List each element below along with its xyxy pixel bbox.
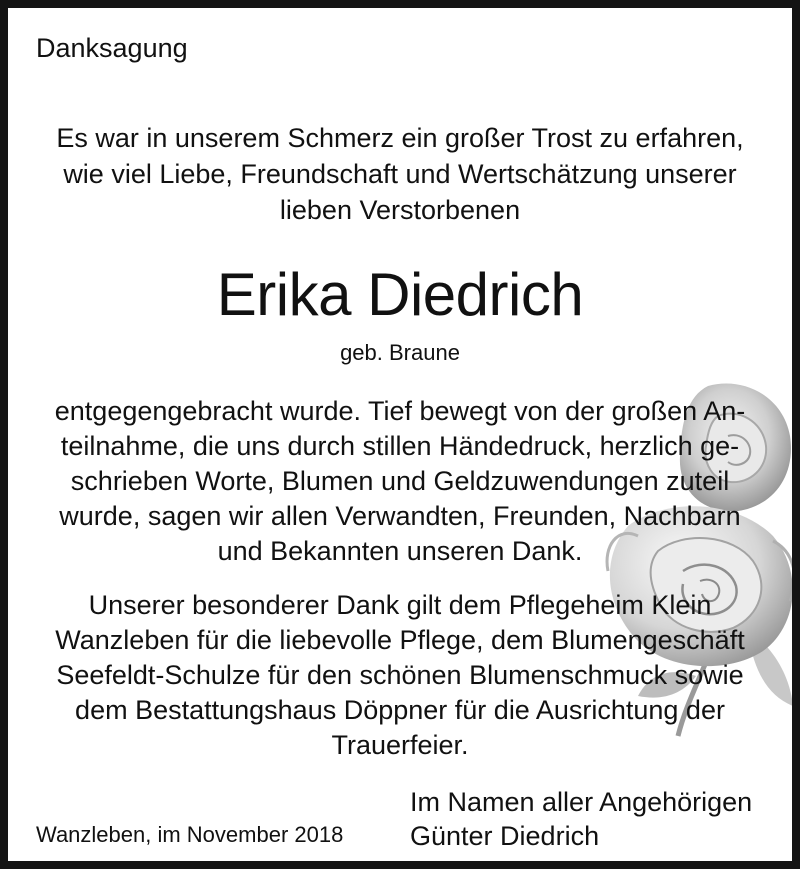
special-thanks-line: Trauerfeier. — [331, 730, 469, 760]
thanks-line: teilnahme, die uns durch stillen Händedruck, herzlich ge- — [60, 431, 740, 461]
special-thanks-line: dem Bestattungshaus Döppner für die Ausrichtung der — [75, 695, 725, 725]
birth-name: geb. Braune — [340, 340, 460, 365]
signature-line: Im Namen aller Angehörigen — [410, 787, 753, 817]
intro-line: lieben Verstorbenen — [279, 195, 521, 225]
signature-line: Günter Diedrich — [410, 821, 600, 851]
intro-paragraph — [8, 120, 792, 228]
intro-line: Es war in unserem Schmerz ein großer Trost zu erfahren, — [56, 123, 744, 153]
special-thanks-line: Unserer besonderer Dank gilt dem Pflegeheim Klein — [88, 590, 712, 620]
signature-block — [410, 785, 752, 853]
place-date: Wanzleben, im November 2018 — [36, 822, 344, 847]
thanks-line: entgegengebracht wurde. Tief bewegt von der großen An- — [54, 396, 746, 426]
deceased-name: Erika Diedrich — [216, 261, 584, 328]
notice-heading: Danksagung — [36, 33, 188, 63]
intro-line: wie viel Liebe, Freundschaft und Wertschätzung unserer — [63, 159, 737, 189]
special-thanks-line: Wanzleben für die liebevolle Pflege, dem Blumengeschäft — [55, 625, 745, 655]
thanks-paragraph — [8, 394, 792, 569]
special-thanks-paragraph — [8, 588, 792, 763]
special-thanks-line: Seefeldt-Schulze für den schönen Blumenschmuck sowie — [56, 660, 744, 690]
thanks-line: wurde, sagen wir allen Verwandten, Freunden, Nachbarn — [59, 501, 741, 531]
thanks-line: und Bekannten unseren Dank. — [217, 536, 583, 566]
thanks-line: schrieben Worte, Blumen und Geldzuwendungen zuteil — [70, 466, 730, 496]
